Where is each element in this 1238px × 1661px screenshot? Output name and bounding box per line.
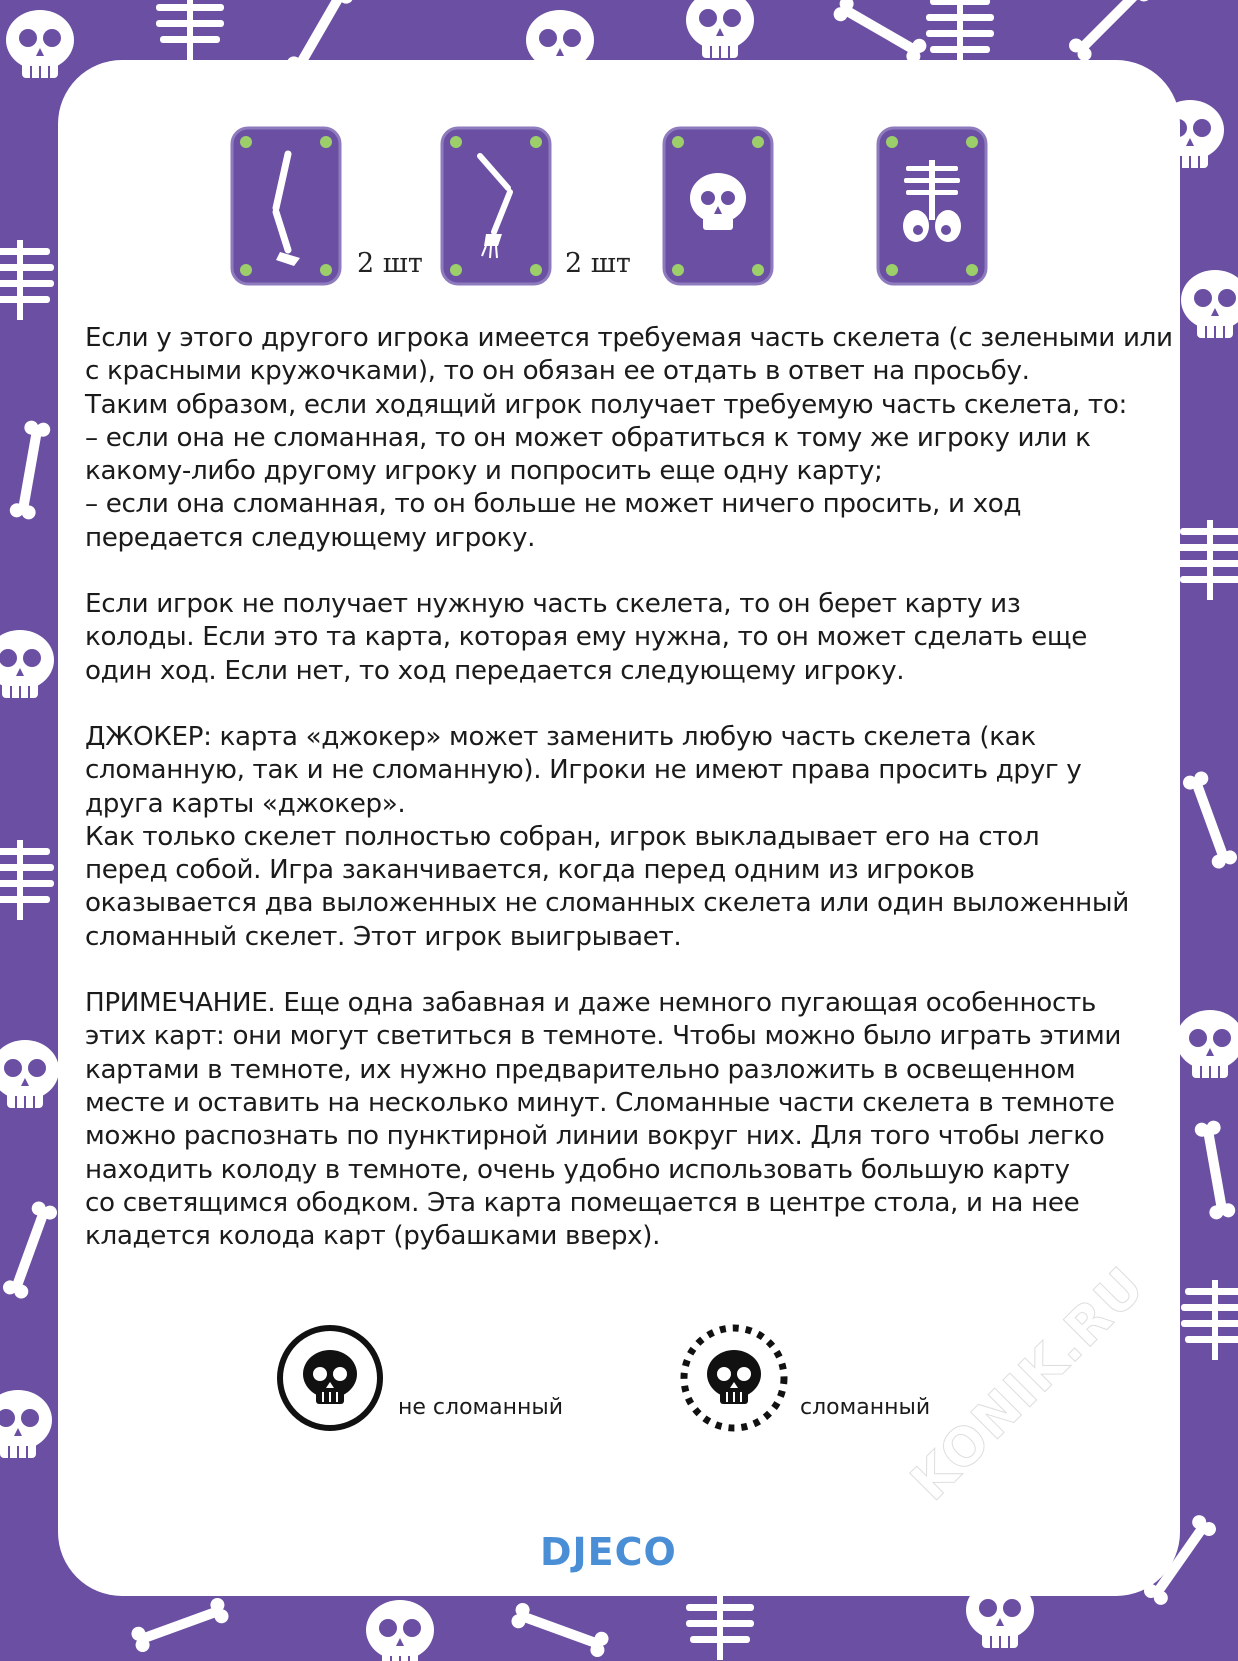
text-line: можно распознать по пунктирной линии вокруг них. Для того чтобы легко — [85, 1121, 1105, 1152]
ribcage-card — [876, 126, 988, 286]
text-line: перед собой. Игра заканчивается, когда перед одним из игроков — [85, 855, 975, 886]
text-line: сломанный скелет. Этот игрок выигрывает. — [85, 921, 682, 952]
text-line: друга карты «джокер». — [85, 788, 406, 819]
text-line: ПРИМЕЧАНИЕ. Еще одна забавная и даже немного пугающая особенность — [85, 988, 1097, 1019]
text-line: – если она сломанная, то он больше не может ничего просить, и ход — [85, 489, 1022, 520]
text-line: колоды. Если это та карта, которая ему нужна, то он может сделать еще — [85, 622, 1087, 653]
broken-skull-icon — [678, 1322, 790, 1434]
rules-text — [85, 322, 1190, 1286]
leg-bone-card — [230, 126, 342, 286]
skull-card — [662, 126, 774, 286]
djeco-logo: DJECO — [540, 1530, 677, 1574]
text-line: оказывается два выложенных не сломанных скелета или один выложенный — [85, 888, 1129, 919]
text-line: с красными кружочками), то он обязан ее отдать в ответ на просьбу. — [85, 356, 1030, 387]
paragraph-note — [85, 987, 1190, 1253]
text-line: Как только скелет полностью собран, игрок выкладывает его на стол — [85, 821, 1040, 852]
not-broken-label: не сломанный — [398, 1395, 564, 1420]
paragraph-request — [85, 322, 1190, 555]
text-line: картами в темноте, их нужно предварительно разложить в освещенном — [85, 1054, 1076, 1085]
text-line: Если игрок не получает нужную часть скелета, то он берет карту из — [85, 589, 1021, 620]
text-line: сломанную, так и не сломанную). Игроки не имеют права просить друг у — [85, 755, 1082, 786]
paragraph-joker — [85, 721, 1190, 954]
broken-label: сломанный — [800, 1395, 931, 1420]
text-line: Таким образом, если ходящий игрок получает требуемую часть скелета, то: — [85, 389, 1127, 420]
not-broken-skull-icon — [274, 1322, 386, 1434]
paragraph-draw — [85, 588, 1190, 688]
text-line: передается следующему игроку. — [85, 522, 536, 553]
card-count-1: 2 шт — [357, 248, 423, 279]
text-line: какому-либо другому игроку и попросить еще одну карту; — [85, 456, 883, 487]
arm-bone-card — [440, 126, 552, 286]
text-line: ДЖОКЕР: карта «джокер» может заменить любую часть скелета (как — [85, 721, 1036, 752]
text-line: месте и оставить на несколько минут. Сломанные части скелета в темноте — [85, 1087, 1115, 1118]
text-line: Если у этого другого игрока имеется требуемая часть скелета (с зелеными или — [85, 323, 1173, 353]
text-line: этих карт: они могут светиться в темноте. Чтобы можно было играть этими — [85, 1021, 1122, 1052]
text-line: со светящимся ободком. Эта карта помещается в центре стола, и на нее — [85, 1187, 1080, 1218]
text-line: – если она не сломанная, то он может обратиться к тому же игроку или к — [85, 422, 1091, 453]
watermark: KONIK.RU — [900, 1255, 1157, 1513]
card-count-2: 2 шт — [565, 248, 631, 279]
text-line: находить колоду в темноте, очень удобно использовать большую карту — [85, 1154, 1070, 1185]
text-line: кладется колода карт (рубашками вверх). — [85, 1221, 661, 1252]
text-line: один ход. Если нет, то ход передается следующему игроку. — [85, 655, 905, 686]
